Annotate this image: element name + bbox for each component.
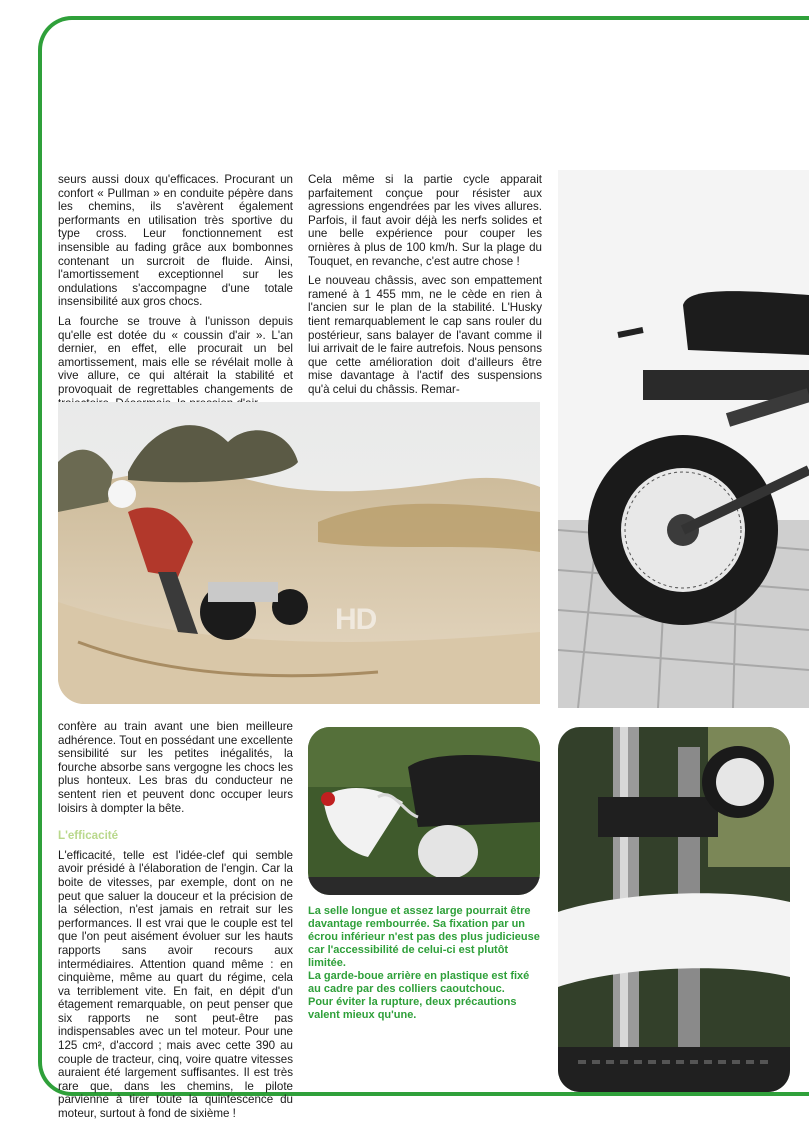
photo-caption	[308, 905, 543, 1022]
text-column-3	[58, 720, 293, 1127]
photo-seat-detail	[308, 727, 540, 895]
paragraph: La fourche se trouve à l'unisson depuis qu'elle est dotée du « coussin d'air ». L'an dernier, en effet, elle procurait un bel amortissement, mais elle se révélait molle à vive allure, ce qui altérait la stabilité et provoquait de regrettables changements de	[58, 314, 293, 396]
text-column-2	[308, 173, 542, 403]
text-column-1	[58, 173, 293, 416]
photo-rider-dunes	[58, 402, 540, 704]
paragraph: L'efficacité, telle est l'idée-clef qui semble avoir présidé à l'élaboration de l'engin. Car la boite de vitesses, par exemple, dont on ne peut que saluer la douceur et la précision de la sélection, n'est jamais en retrait sur les performances. Il est vrai que le couple est tel que l'on peut aisément évoluer sur les hauts rapports sans avoir recours aux intermédiaires. Attention quand même : en cinquième, même au quart du régime, cela va terriblement vite. En fait, en dépit d'un étagement remarquable, on peut penser que six rapports ne sont peut-être pas indispensables avec un tel moteur. Pour une 125 cm², d'accord ; mais avec cette 390 au couple de tracteur, cinq, voire quatre vitesses auraient été largement suffisantes. Il est très rare que, dans les chemins, le pilote parvienne à tirer toute la quintescence du moteur, surtout à fond de sixième !	[58, 848, 293, 1121]
watermark-logo: HD	[335, 603, 377, 636]
section-subhead: L'efficacité	[58, 829, 119, 843]
paragraph: seurs aussi doux qu'efficaces. Procurant un confort « Pullman » en conduite pépère dans les chemins, ils s'avèrent également performants en utilisation très sportive du type cross. Leur fonctionnement est insensible au fading grâce aux bombonnes contenant un surcroit de fluide. Ainsi, l'amortissement exceptionnel sur les ondulations s'accompagne d'une totale insensibilité aux gros chocs.	[58, 173, 293, 309]
caption-line: Pour éviter la rupture, deux précautions valent mieux qu'une.	[308, 996, 517, 1021]
photo-front-fork	[558, 727, 790, 1092]
paragraph: Cela même si la partie cycle apparait parfaitement conçue pour résister aux agressions engendrées par les vives allures. Parfois, il faut avoir déjà les nerfs solides et une belle expérience pour couper les ornières à plus de 100 km/h. Sur la plage du Touquet, en revanche, c'est autre chose !	[308, 173, 542, 268]
caption-line: La selle longue et assez large pourrait être davantage rembourrée. Sa fixation par un écrou inférieur n'est pas des plus judicieuse car l'accessibilité de celui-ci est plutôt limitée.	[308, 905, 540, 969]
paragraph: Le nouveau châssis, avec son empattement ramené à 1 455 mm, ne le cède en rien à l'ancien sur le plan de la stabilité. L'Husky tient remarquablement le cap sans rouler du postérieur, sans balayer de l'avant comme il lui arrivait de le faire autrefois. Nous pensons que cette amélioration doit d'ailleurs être mise davantage à l'actif des suspensions qu'à celui du châssis. Remar-	[308, 274, 542, 396]
paragraph: confère au train avant une bien meilleure adhérence. Tout en possédant une excellente sensibilité sur les petites inégalités, la fourche absorbe sans vergogne les chocs les plus honteux. Les bras du conducteur ne sentent rien et peuvent donc occuper leurs loisirs à dompter la bête.	[58, 720, 293, 815]
photo-motorcycle	[558, 170, 809, 708]
caption-line: La garde-boue arrière en plastique est fixé au cadre par des colliers caoutchouc.	[308, 970, 530, 995]
